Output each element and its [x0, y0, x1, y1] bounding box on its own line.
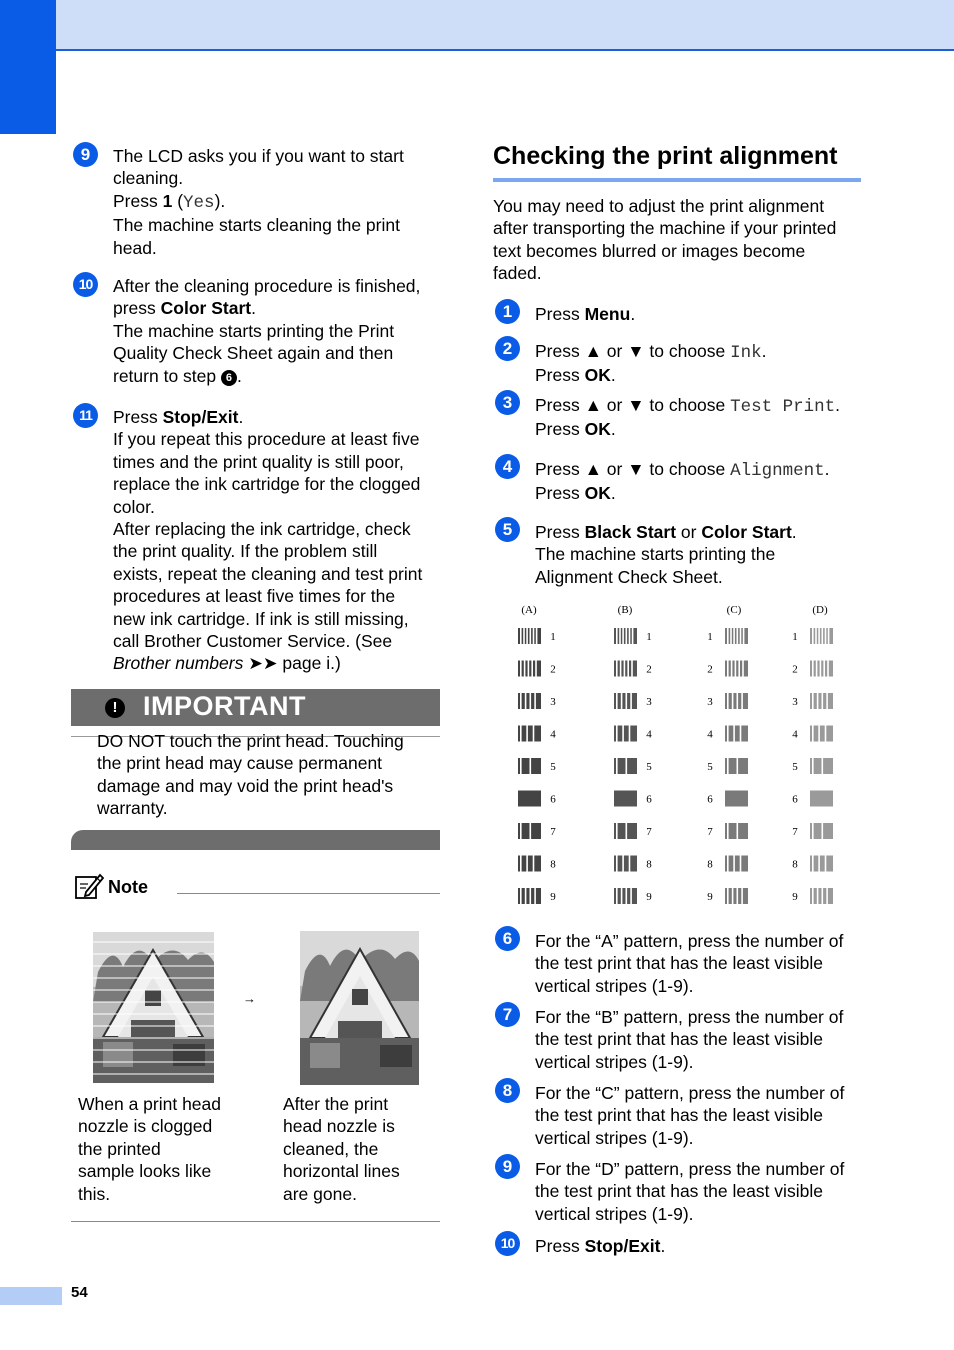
pattern-block — [518, 628, 541, 644]
pattern-group-label: (A) — [521, 604, 537, 616]
pattern-row-number: 4 — [646, 728, 652, 741]
important-text: DO NOT touch the print head. Touching — [97, 731, 404, 751]
step-text: replace the ink cartridge for the clogged — [113, 474, 421, 495]
pattern-block — [725, 661, 748, 677]
pattern-block — [614, 758, 637, 774]
step-text: Press Stop/Exit. — [535, 1236, 666, 1256]
step-text: times and the print quality is still poor, — [113, 451, 404, 472]
clogged-sample-image — [93, 932, 214, 1083]
pattern-row-number: 2 — [646, 663, 652, 676]
step-text: procedures at least five times for the — [113, 586, 396, 607]
pattern-block — [810, 791, 833, 807]
pattern-group-label: (B) — [617, 604, 633, 616]
pattern-row-number: 8 — [707, 858, 713, 871]
step-text: press Color Start. — [113, 298, 256, 319]
step-badge: 3 — [495, 390, 520, 415]
note-title: Note — [108, 877, 148, 897]
note-pencil-icon — [74, 872, 104, 900]
pattern-block — [614, 791, 637, 807]
pattern-row-number: 7 — [646, 826, 652, 838]
pattern-block — [810, 628, 833, 644]
caption-clogged — [78, 1093, 248, 1205]
section-title: Checking the print alignment — [493, 142, 838, 170]
header-band — [0, 0, 954, 51]
pattern-group-label: (C) — [726, 604, 742, 616]
pattern-row-number: 3 — [550, 696, 556, 708]
caption-text: After the print — [283, 1094, 389, 1114]
pattern-row-number: 5 — [646, 761, 652, 773]
pattern-row-number: 9 — [646, 891, 652, 903]
note-bottom-rule — [71, 1221, 440, 1222]
pattern-row-number: 1 — [550, 631, 556, 643]
alignment-check-sheet — [510, 598, 850, 908]
step-text: For the “C” pattern, press the number of — [535, 1083, 845, 1103]
note-divider — [177, 893, 440, 894]
pattern-row-number: 1 — [792, 631, 798, 643]
pattern-row-number: 9 — [707, 891, 713, 903]
chapter-tab — [0, 0, 56, 134]
important-text: damage and may void the print head's — [97, 775, 394, 796]
page-number: 54 — [71, 1284, 88, 1301]
pattern-block — [810, 823, 833, 839]
step-text: the print quality. If the problem still — [113, 541, 378, 562]
pattern-block — [810, 758, 833, 774]
step-badge: 8 — [495, 1078, 520, 1103]
pattern-block — [725, 628, 748, 644]
pattern-row-number: 6 — [707, 793, 713, 806]
pattern-row-number: 6 — [792, 793, 798, 806]
pattern-group-label: (D) — [812, 604, 828, 616]
step-text: new ink cartridge. If ink is still missing, — [113, 608, 409, 629]
pattern-block — [725, 823, 748, 839]
step-text: the test print that has the least visible — [535, 953, 823, 974]
step-text: cleaning. — [113, 168, 184, 189]
step-text: vertical stripes (1-9). — [535, 1127, 694, 1148]
pattern-row-number: 4 — [707, 728, 713, 741]
step-badge: 10 — [73, 272, 98, 297]
caption-text: are gone. — [283, 1183, 357, 1204]
step-text: The LCD asks you if you want to start — [113, 146, 404, 166]
pattern-row-number: 2 — [550, 663, 556, 676]
pattern-block — [810, 856, 833, 872]
step-text: Brother numbers ➤➤ page i.) — [113, 653, 341, 674]
pattern-block — [725, 791, 748, 807]
step-text: The machine starts cleaning the print — [113, 215, 400, 236]
pattern-block — [614, 888, 637, 904]
pattern-row-number: 5 — [792, 761, 798, 773]
pattern-row-number: 9 — [792, 891, 798, 903]
intro-text: after transporting the machine if your printed — [493, 218, 837, 239]
caption-text: nozzle is clogged — [78, 1116, 213, 1137]
step-badge: 1 — [495, 299, 520, 324]
step-text: Press ▲ or ▼ to choose Ink. — [535, 341, 767, 363]
pattern-block — [725, 856, 748, 872]
pattern-block — [518, 856, 541, 872]
pattern-block — [614, 856, 637, 872]
step-text: Press OK. — [535, 365, 616, 386]
intro-text: faded. — [493, 263, 542, 284]
pattern-block — [810, 661, 833, 677]
step-text: head. — [113, 237, 157, 258]
pattern-row-number: 2 — [707, 663, 713, 676]
step-text: After the cleaning procedure is finished, — [113, 276, 421, 296]
pattern-block — [518, 693, 541, 709]
step-ref-badge: 6 — [221, 370, 237, 386]
pattern-row-number: 4 — [792, 728, 798, 741]
step-badge: 11 — [73, 403, 98, 428]
step-text: If you repeat this procedure at least five — [113, 429, 420, 450]
step-text: Press ▲ or ▼ to choose Alignment. — [535, 459, 830, 481]
step-text: For the “A” pattern, press the number of — [535, 931, 844, 951]
step-badge: 10 — [495, 1231, 520, 1256]
pattern-block — [614, 628, 637, 644]
caption-text: this. — [78, 1183, 111, 1204]
step-text: Press OK. — [535, 483, 616, 504]
pattern-row-number: 3 — [792, 696, 798, 708]
step-badge: 2 — [495, 336, 520, 361]
step-text: call Brother Customer Service. (See — [113, 631, 393, 652]
caption-text: When a print head — [78, 1094, 222, 1114]
step-text: Press ▲ or ▼ to choose Test Print. — [535, 395, 841, 417]
pattern-row-number: 3 — [707, 696, 713, 708]
pattern-block — [810, 693, 833, 709]
step-badge: 7 — [495, 1002, 520, 1027]
step-text: the test print that has the least visible — [535, 1105, 823, 1126]
step-text: Alignment Check Sheet. — [535, 566, 723, 587]
intro-text: You may need to adjust the print alignment — [493, 196, 825, 216]
pattern-row-number: 6 — [646, 793, 652, 806]
step-text: Press 1 (Yes). — [113, 190, 226, 213]
pattern-block — [518, 791, 541, 807]
caption-text: cleaned, the — [283, 1138, 379, 1159]
important-text: the print head may cause permanent — [97, 753, 383, 774]
step-text: The machine starts printing the Print — [113, 320, 395, 341]
pattern-block — [518, 823, 541, 839]
caption-text: sample looks like — [78, 1161, 212, 1182]
pattern-block — [518, 661, 541, 677]
pattern-block — [518, 888, 541, 904]
caption-cleaned — [283, 1093, 433, 1205]
section-intro — [493, 195, 863, 285]
pattern-row-number: 6 — [550, 793, 556, 806]
important-body — [97, 730, 437, 820]
step-text: Press Black Start or Color Start. — [535, 522, 797, 542]
pattern-row-number: 7 — [707, 826, 713, 838]
pattern-row-number: 4 — [550, 728, 556, 741]
step-text: After replacing the ink cartridge, check — [113, 519, 411, 540]
brother-numbers-link[interactable]: Brother numbers — [113, 653, 244, 674]
pattern-block — [725, 888, 748, 904]
step-text: the test print that has the least visible — [535, 1181, 823, 1202]
pattern-block — [614, 726, 637, 742]
important-title: IMPORTANT — [143, 691, 306, 721]
pattern-block — [725, 726, 748, 742]
warning-icon: ! — [105, 698, 125, 718]
pattern-block — [614, 823, 637, 839]
pattern-block — [614, 661, 637, 677]
step-text: vertical stripes (1-9). — [535, 975, 694, 996]
step-text: Press Menu. — [535, 304, 636, 324]
pattern-block — [518, 726, 541, 742]
pattern-row-number: 7 — [550, 826, 556, 838]
pattern-block — [518, 758, 541, 774]
pattern-row-number: 9 — [550, 891, 556, 903]
pattern-row-number: 5 — [707, 761, 713, 773]
pattern-row-number: 8 — [646, 858, 652, 871]
step-text: return to step 6 . — [113, 365, 242, 386]
step-badge: 4 — [495, 454, 520, 479]
caption-text: the printed — [78, 1138, 161, 1159]
intro-text: text becomes blurred or images become — [493, 240, 806, 261]
step-badge: 9 — [73, 142, 98, 167]
section-title-rule — [493, 178, 861, 182]
pattern-row-number: 2 — [792, 663, 798, 676]
pattern-row-number: 1 — [707, 631, 713, 643]
step-text: Quality Check Sheet again and then — [113, 343, 394, 364]
pattern-block — [614, 693, 637, 709]
pattern-row-number: 1 — [646, 631, 652, 643]
caption-text: head nozzle is — [283, 1116, 395, 1137]
step-text: exists, repeat the cleaning and test print — [113, 563, 423, 584]
pattern-row-number: 5 — [550, 761, 556, 773]
pattern-row-number: 8 — [550, 858, 556, 871]
page-footer-tab — [0, 1287, 62, 1305]
important-footer — [71, 830, 440, 850]
step-text: The machine starts printing the — [535, 544, 776, 565]
step-text: the test print that has the least visible — [535, 1029, 823, 1050]
pattern-row-number: 8 — [792, 858, 798, 871]
pattern-block — [810, 726, 833, 742]
step-text: Press OK. — [535, 419, 616, 440]
step-text: color. — [113, 496, 155, 517]
step-text: vertical stripes (1-9). — [535, 1051, 694, 1072]
important-header — [71, 689, 440, 726]
caption-text: horizontal lines — [283, 1161, 400, 1182]
pattern-row-number: 7 — [792, 826, 798, 838]
pattern-block — [810, 888, 833, 904]
important-text: warranty. — [97, 798, 168, 819]
step-text: For the “D” pattern, press the number of — [535, 1159, 845, 1179]
pattern-row-number: 3 — [646, 696, 652, 708]
step-badge: 9 — [495, 1154, 520, 1179]
step-text: vertical stripes (1-9). — [535, 1203, 694, 1224]
step-badge: 5 — [495, 517, 520, 542]
arrow-icon: → — [243, 991, 256, 1006]
pattern-block — [725, 693, 748, 709]
cleaned-sample-image — [300, 931, 419, 1085]
pattern-block — [725, 758, 748, 774]
step-badge: 6 — [495, 926, 520, 951]
step-text: For the “B” pattern, press the number of — [535, 1007, 844, 1027]
step-text: Press Stop/Exit. — [113, 407, 244, 427]
